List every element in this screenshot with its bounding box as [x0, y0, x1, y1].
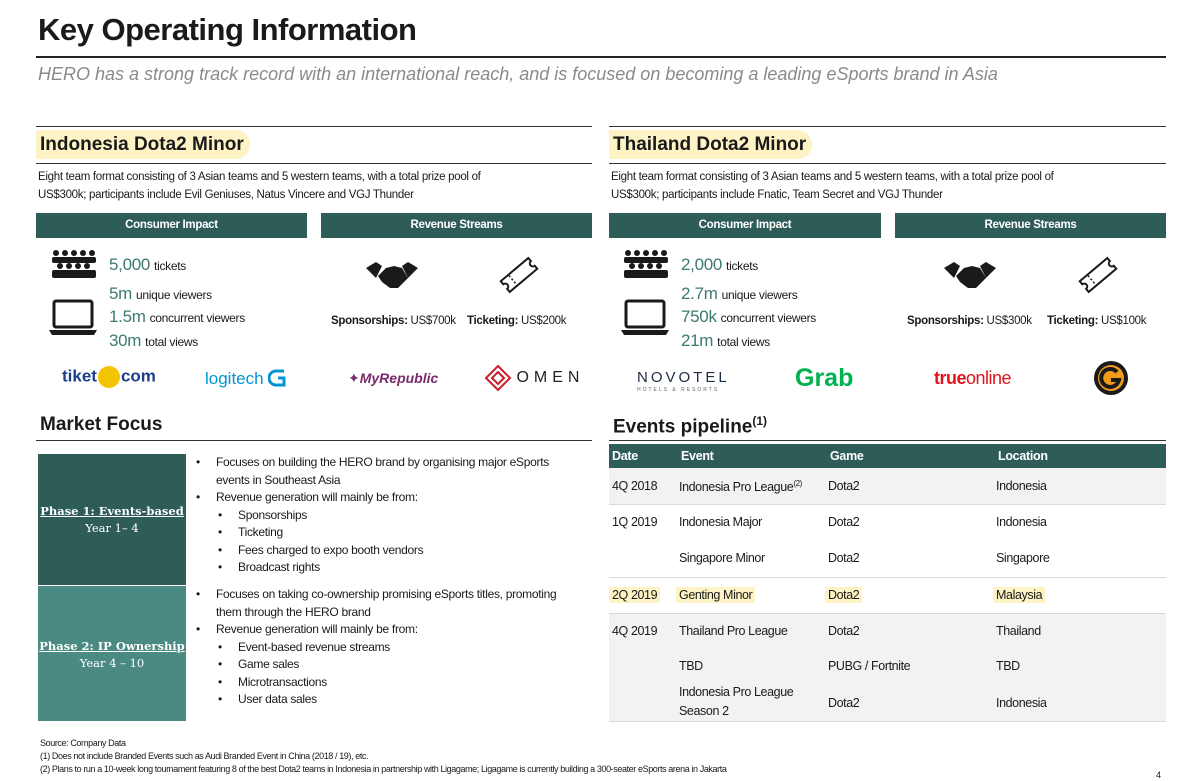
cell-event-line2: Season 2: [679, 704, 729, 718]
bullet-item: • Focuses on taking co-ownership promising eSports titles, promoting them through the HERO brand: [196, 586, 566, 621]
cell-game: Dota2: [825, 587, 862, 603]
row-divider: [609, 721, 1166, 722]
tiket-logo-text: tiket: [62, 366, 97, 386]
thailand-desc-line1: Eight team format consisting of 3 Asian teams and 5 western teams, with a total prize pool of: [611, 171, 1054, 183]
cell-event-text: Indonesia Pro League: [679, 480, 794, 495]
events-title-text: Events pipeline: [613, 416, 753, 438]
row-divider: [609, 504, 1166, 505]
cell-location: Thailand: [996, 624, 1041, 638]
cell-location: TBD: [996, 659, 1020, 673]
sub-bullet-item: • Fees charged to expo booth vendors: [196, 542, 556, 560]
crowd-icon: [622, 249, 670, 279]
ticket-icon: [1076, 256, 1120, 294]
omen-logo: [484, 364, 584, 392]
stat-label: concurrent viewers: [720, 311, 816, 325]
phase2-title: Phase 2: IP Ownership: [39, 639, 185, 653]
novotel-logo-text: NOVOTEL: [637, 369, 730, 386]
tiket-com-logo: [62, 366, 156, 388]
indonesia-section-title: Indonesia Dota2 Minor: [36, 130, 250, 159]
stat-number: 2.7m: [681, 284, 718, 303]
cell-event: Singapore Minor: [679, 551, 765, 565]
sponsorship-value: US$300k: [986, 315, 1032, 327]
thailand-consumer-impact-header: Consumer Impact: [609, 213, 881, 238]
stat-number: 2,000: [681, 255, 723, 274]
thailand-sponsorship-revenue: [907, 315, 1032, 327]
phase1-years: Year 1– 4: [85, 521, 139, 535]
cell-event-footnote: (2): [793, 479, 802, 488]
title-divider: [36, 56, 1166, 58]
ticketing-label: Ticketing:: [467, 315, 519, 327]
myrepublic-logo: [348, 370, 438, 387]
handshake-icon: [364, 258, 420, 292]
cell-location: Indonesia: [996, 696, 1047, 710]
cell-event: TBD: [679, 659, 703, 673]
events-title-footnote: (1): [752, 414, 768, 428]
trueonline-logo: [934, 368, 1011, 389]
row-divider: [609, 577, 1166, 578]
col-header-game: Game: [830, 449, 864, 463]
indonesia-desc-line1: Eight team format consisting of 3 Asian teams and 5 western teams, with a total prize pool of: [38, 171, 481, 183]
novotel-logo-subtext: HOTELS & RESORTS: [637, 387, 720, 393]
gamer-emblem-icon: [1093, 360, 1129, 396]
thailand-stat-concurrent-viewers: [681, 307, 816, 327]
thailand-stat-total-views: [681, 331, 770, 351]
col-header-location: Location: [998, 449, 1048, 463]
cell-game: Dota2: [828, 515, 860, 529]
bullet-item: • Revenue generation will mainly be from:: [196, 621, 566, 639]
sponsorship-value: US$700k: [410, 315, 456, 327]
cell-game: Dota2: [828, 479, 860, 493]
footnote-2: (2) Plans to run a 10-week long tournament featuring 8 of the best Dota2 teams in Indonesia in partnership with Ligagame; Ligagame is currently building a 300-seater eSports arena in Jakarta: [40, 764, 727, 774]
sub-bullet-item: • Ticketing: [196, 524, 556, 542]
logitech-logo: [205, 369, 288, 389]
indonesia-top-rule: [36, 126, 592, 127]
row-divider: [609, 613, 1166, 614]
cell-date: 1Q 2019: [612, 515, 658, 529]
stat-number: 30m: [109, 331, 142, 350]
logitech-g-icon: [268, 369, 288, 387]
sub-bullet-item: • Broadcast rights: [196, 559, 556, 577]
stat-number: 750k: [681, 307, 717, 326]
laptop-icon: [48, 299, 98, 337]
events-pipeline-rule: [609, 440, 1166, 441]
stat-number: 1.5m: [109, 307, 146, 326]
sub-bullet-item: • Sponsorships: [196, 507, 556, 525]
omen-diamond-icon: [484, 364, 512, 392]
indonesia-stat-tickets: [109, 255, 186, 275]
bullet-item: • Focuses on building the HERO brand by organising major eSports events in Southeast Asia: [196, 454, 556, 489]
thailand-section-title: Thailand Dota2 Minor: [609, 130, 812, 159]
cell-location: Indonesia: [996, 479, 1047, 493]
market-focus-rule: [36, 440, 592, 441]
cell-event: Genting Minor: [676, 587, 755, 603]
sponsorship-label: Sponsorships:: [907, 315, 984, 327]
indonesia-description: [38, 168, 481, 204]
cell-game: Dota2: [828, 551, 860, 565]
footnote-1: (1) Does not include Branded Events such as Audi Branded Event in China (2018 / 19), etc.: [40, 751, 369, 761]
stat-label: unique viewers: [721, 288, 798, 302]
thailand-desc-line2: US$300k; participants include Fnatic, Team Secret and VGJ Thunder: [611, 189, 943, 201]
stat-label: tickets: [154, 259, 186, 273]
ticketing-value: US$200k: [521, 315, 567, 327]
indonesia-stat-total-views: [109, 331, 198, 351]
cell-event: [679, 479, 802, 494]
phase1-box: [38, 454, 186, 585]
cell-date: 2Q 2019: [609, 587, 660, 603]
indonesia-ticketing-revenue: [467, 315, 566, 327]
sub-bullet-item: • Microtransactions: [196, 674, 566, 692]
stat-number: 5,000: [109, 255, 151, 274]
thailand-stat-unique-viewers: [681, 284, 797, 304]
thailand-stat-tickets: [681, 255, 758, 275]
sub-bullet-item: • Event-based revenue streams: [196, 639, 566, 657]
thailand-description: [611, 168, 1054, 204]
stat-label: tickets: [726, 259, 758, 273]
dot-icon: [98, 366, 120, 388]
indonesia-stat-unique-viewers: [109, 284, 212, 304]
online-logo-text: online: [966, 368, 1012, 388]
logitech-logo-text: logitech: [205, 369, 264, 388]
com-logo-text: com: [120, 366, 156, 386]
star-icon: ✦: [348, 370, 360, 386]
cell-location: Indonesia: [996, 515, 1047, 529]
indonesia-sponsorship-revenue: [331, 315, 456, 327]
indonesia-title-rule: [36, 163, 592, 164]
col-header-event: Event: [681, 449, 714, 463]
crowd-icon: [50, 249, 98, 279]
cell-event: [679, 683, 793, 721]
cell-game: PUBG / Fortnite: [828, 659, 911, 673]
stat-number: 21m: [681, 331, 714, 350]
cell-game: Dota2: [828, 624, 860, 638]
laptop-icon: [620, 299, 670, 337]
thailand-top-rule: [609, 126, 1166, 127]
phase2-years: Year 4 – 10: [79, 656, 145, 670]
cell-game: Dota2: [828, 696, 860, 710]
sponsorship-label: Sponsorships:: [331, 315, 408, 327]
cell-event-line1: Indonesia Pro League: [679, 685, 794, 699]
omen-logo-text: OMEN: [516, 369, 585, 386]
true-logo-text: true: [934, 368, 967, 388]
stat-label: total views: [145, 335, 198, 349]
events-table-header: [609, 444, 1166, 468]
bullet-item: • Revenue generation will mainly be from:: [196, 489, 556, 507]
phase1-title: Phase 1: Events-based: [40, 504, 184, 518]
footnote-source: Source: Company Data: [40, 738, 126, 748]
indonesia-desc-line2: US$300k; participants include Evil Geniuses, Natus Vincere and VGJ Thunder: [38, 189, 414, 201]
thailand-title-rule: [609, 163, 1166, 164]
sub-bullet-item: • User data sales: [196, 691, 566, 709]
indonesia-stat-concurrent-viewers: [109, 307, 245, 327]
grab-logo: Grab: [795, 364, 854, 392]
indonesia-revenue-streams-header: Revenue Streams: [321, 213, 592, 238]
events-pipeline-title: [609, 410, 773, 441]
page-number: 4: [1156, 770, 1162, 780]
cell-date: 4Q 2018: [612, 479, 658, 493]
stat-number: 5m: [109, 284, 133, 303]
cell-location: Malaysia: [993, 587, 1045, 603]
phase2-box: [38, 586, 186, 721]
phase1-bullets: [196, 454, 556, 577]
thailand-revenue-streams-header: Revenue Streams: [895, 213, 1166, 238]
stat-label: unique viewers: [136, 288, 212, 302]
novotel-logo: [637, 369, 730, 393]
cell-event: Thailand Pro League: [679, 624, 788, 638]
sub-bullet-item: • Game sales: [196, 656, 566, 674]
myrepublic-logo-text: MyRepublic: [359, 370, 439, 386]
ticketing-value: US$100k: [1101, 315, 1147, 327]
market-focus-title: Market Focus: [40, 414, 163, 435]
ticketing-label: Ticketing:: [1047, 315, 1099, 327]
cell-location: Singapore: [996, 551, 1050, 565]
cell-event: Indonesia Major: [679, 515, 762, 529]
handshake-icon: [942, 258, 998, 292]
col-header-date: Date: [612, 449, 638, 463]
phase2-bullets: [196, 586, 566, 709]
thailand-ticketing-revenue: [1047, 315, 1146, 327]
stat-label: concurrent viewers: [149, 311, 245, 325]
page-title: Key Operating Information: [38, 12, 417, 47]
cell-date: 4Q 2019: [612, 624, 658, 638]
ticket-icon: [497, 256, 541, 294]
indonesia-consumer-impact-header: Consumer Impact: [36, 213, 307, 238]
stat-label: total views: [717, 335, 770, 349]
page-subtitle: HERO has a strong track record with an international reach, and is focused on becoming a leading eSports brand in Asia: [38, 64, 998, 84]
